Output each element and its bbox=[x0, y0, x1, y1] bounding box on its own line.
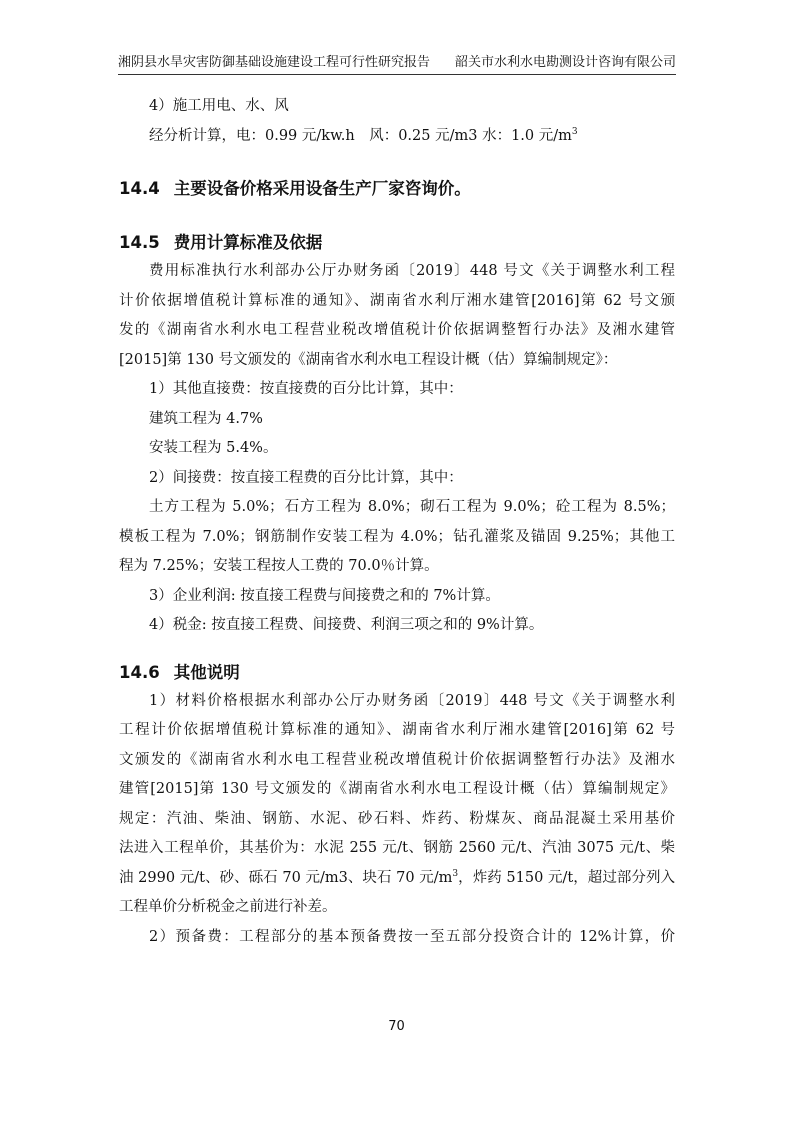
s146-p2-line-1: 2）预备费：工程部分的基本预备费按一至五部分投资合计的 12%计算，价 bbox=[149, 928, 675, 945]
section-14-5-heading bbox=[119, 231, 675, 255]
s145-item2-line-2: 模板工程为 7.0%；钢筋制作安装工程为 4.0%；钻孔灌浆及锚固 9.25%；其他工 bbox=[119, 528, 675, 545]
page-header bbox=[118, 48, 676, 75]
header-report-title: 湘阴县水旱灾害防御基础设施建设工程可行性研究报告 bbox=[118, 55, 431, 70]
s145-item1-title: 1）其他直接费：按直接费的百分比计算，其中： bbox=[149, 381, 463, 397]
s145-item2-line-3: 程为 7.25%；安装工程按人工费的 70.0％计算。 bbox=[119, 558, 439, 574]
s146-p1-line-6: 法进入工程单价，其基价为：水泥 255 元/t、钢筋 2560 元/t、汽油 3075 元/t、柴 bbox=[119, 840, 675, 856]
item4-superscript: 3 bbox=[571, 126, 578, 137]
s146-p1-line-4: 建管[2015]第 130 号文颁发的《湖南省水利水电工程设计概（估）算编制规定》 bbox=[119, 781, 675, 797]
s145-item3: 3）企业利润: 按直接工程费与间接费之和的 7%计算。 bbox=[149, 587, 500, 604]
s145-item2-title: 2）间接费：按直接工程费的百分比计算，其中： bbox=[149, 469, 463, 486]
s146-p1-line-8: 工程单价分析税金之前进行补差。 bbox=[119, 899, 337, 915]
s145-intro-line-4: [2015]第 130 号文颁发的《湖南省水利水电工程设计概（估）算编制规定》： bbox=[119, 351, 618, 368]
header-company-name: 韶关市水利水电勘测设计咨询有限公司 bbox=[454, 55, 676, 70]
s145-item4: 4）税金: 按直接工程费、间接费、利润三项之和的 9%计算。 bbox=[149, 617, 544, 633]
page-content bbox=[119, 92, 675, 952]
s145-item1-building: 建筑工程为 4.7% bbox=[149, 410, 263, 427]
item4-title: 4）施工用电、水、风 bbox=[149, 98, 289, 114]
section-14-6-title: 其他说明 bbox=[173, 662, 240, 682]
s145-item1-installation: 安装工程为 5.4%。 bbox=[149, 440, 278, 456]
s145-intro-line-1: 费用标准执行水利部办公厅办财务函〔2019〕448 号文《关于调整水利工程 bbox=[149, 263, 675, 279]
section-14-5-title: 费用计算标准及依据 bbox=[173, 233, 323, 252]
s146-p1-line-3: 文颁发的《湖南省水利水电工程营业税改增值税计价依据调整暂行办法》及湘水 bbox=[119, 751, 675, 768]
section-14-6-number: 14.6 bbox=[119, 662, 160, 682]
s146-p1-line-5: 规定：汽油、柴油、钢筋、水泥、砂石料、炸药、粉煤灰、商品混凝土采用基价 bbox=[119, 810, 675, 827]
s146-p1-line-1: 1）材料价格根据水利部办公厅办财务函〔2019〕448 号文《关于调整水利 bbox=[149, 692, 675, 709]
s145-intro-line-2: 计价依据增值税计算标准的通知》、湖南省水利厅湘水建管[2016]第 62 号文颁 bbox=[119, 292, 675, 309]
page-number: 70 bbox=[388, 1019, 405, 1034]
section-14-4-number: 14.4 bbox=[119, 179, 160, 198]
section-14-4-title: 主要设备价格采用设备生产厂家咨询价。 bbox=[173, 179, 471, 198]
s146-p1-line-7 bbox=[119, 864, 675, 894]
section-14-4-heading bbox=[119, 177, 675, 201]
s146-p1-line-2: 工程计价依据增值税计算标准的通知》、湖南省水利厅湘水建管[2016]第 62 号 bbox=[119, 722, 675, 738]
s145-item2-line-1: 土方工程为 5.0%；石方工程为 8.0%；砌石工程为 9.0%；砼工程为 8.5%； bbox=[149, 499, 675, 515]
section-14-5-number: 14.5 bbox=[119, 233, 160, 252]
s146-p1-line-7-part-a: 油 2990 元/t、砂、砾石 70 元/m3、块石 70 元/m bbox=[119, 869, 453, 886]
s145-intro-line-3: 发的《湖南省水利水电工程营业税改增值税计价依据调整暂行办法》及湘水建管 bbox=[119, 322, 675, 338]
section-14-6-heading bbox=[119, 661, 675, 685]
s146-p1-line-7-superscript: 3 bbox=[452, 868, 459, 879]
item4-body bbox=[119, 122, 675, 152]
s146-p1-line-7-part-b: ，炸药 5150 元/t，超过部分列入 bbox=[458, 869, 675, 886]
item4-body-text: 经分析计算，电：0.99 元/kw.h 风：0.25 元/m3 水：1.0 元/m bbox=[149, 127, 572, 144]
